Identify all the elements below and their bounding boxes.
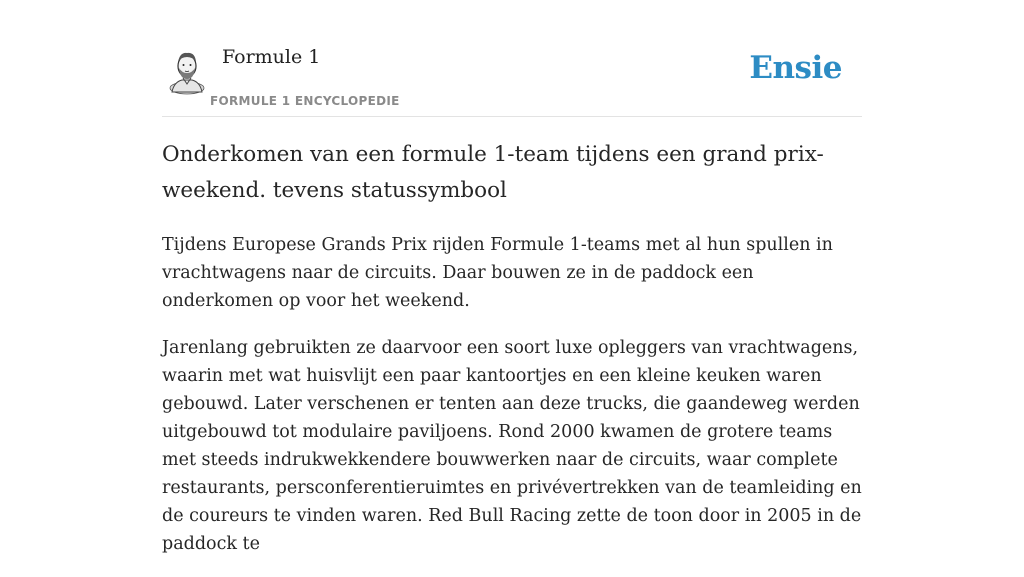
bearded-man-portrait-icon[interactable] [168, 48, 206, 92]
author-subtitle: FORMULE 1 ENCYCLOPEDIE [210, 94, 400, 108]
author-name[interactable]: Formule 1 [222, 46, 321, 68]
article-content [162, 137, 866, 577]
article-question: Onderkomen van een formule 1-team tijdens een grand prix-weekend. tevens statussymbool [162, 142, 824, 203]
article-paragraph-2: Jarenlang gebruikten ze daarvoor een soort luxe opleggers van vrachtwagens, waarin met wat huisvlijt een paar kantoortjes en een kleine keuken waren gebouwd. Later verschenen er tenten aan deze trucks, die gaandeweg werden uitgebouwd tot modulaire paviljoens. Rond 2000 kwamen de grotere teams met steeds indrukwekkendere bouwwerken naar de circuits, waar complete restaurants, persconferentieruimtes en privévertrekken van de teamleiding en de coureurs te vinden waren. Red Bull Racing zette de toon door in 2005 in de paddock te [162, 338, 862, 554]
ensie-logo[interactable]: Ensie [749, 50, 842, 86]
article-paragraph-1: Tijdens Europese Grands Prix rijden Formule 1-teams met al hun spullen in vrachtwagens naar de circuits. Daar bouwen ze in de paddock een onderkomen op voor het weekend. [162, 235, 833, 311]
header [162, 0, 862, 117]
